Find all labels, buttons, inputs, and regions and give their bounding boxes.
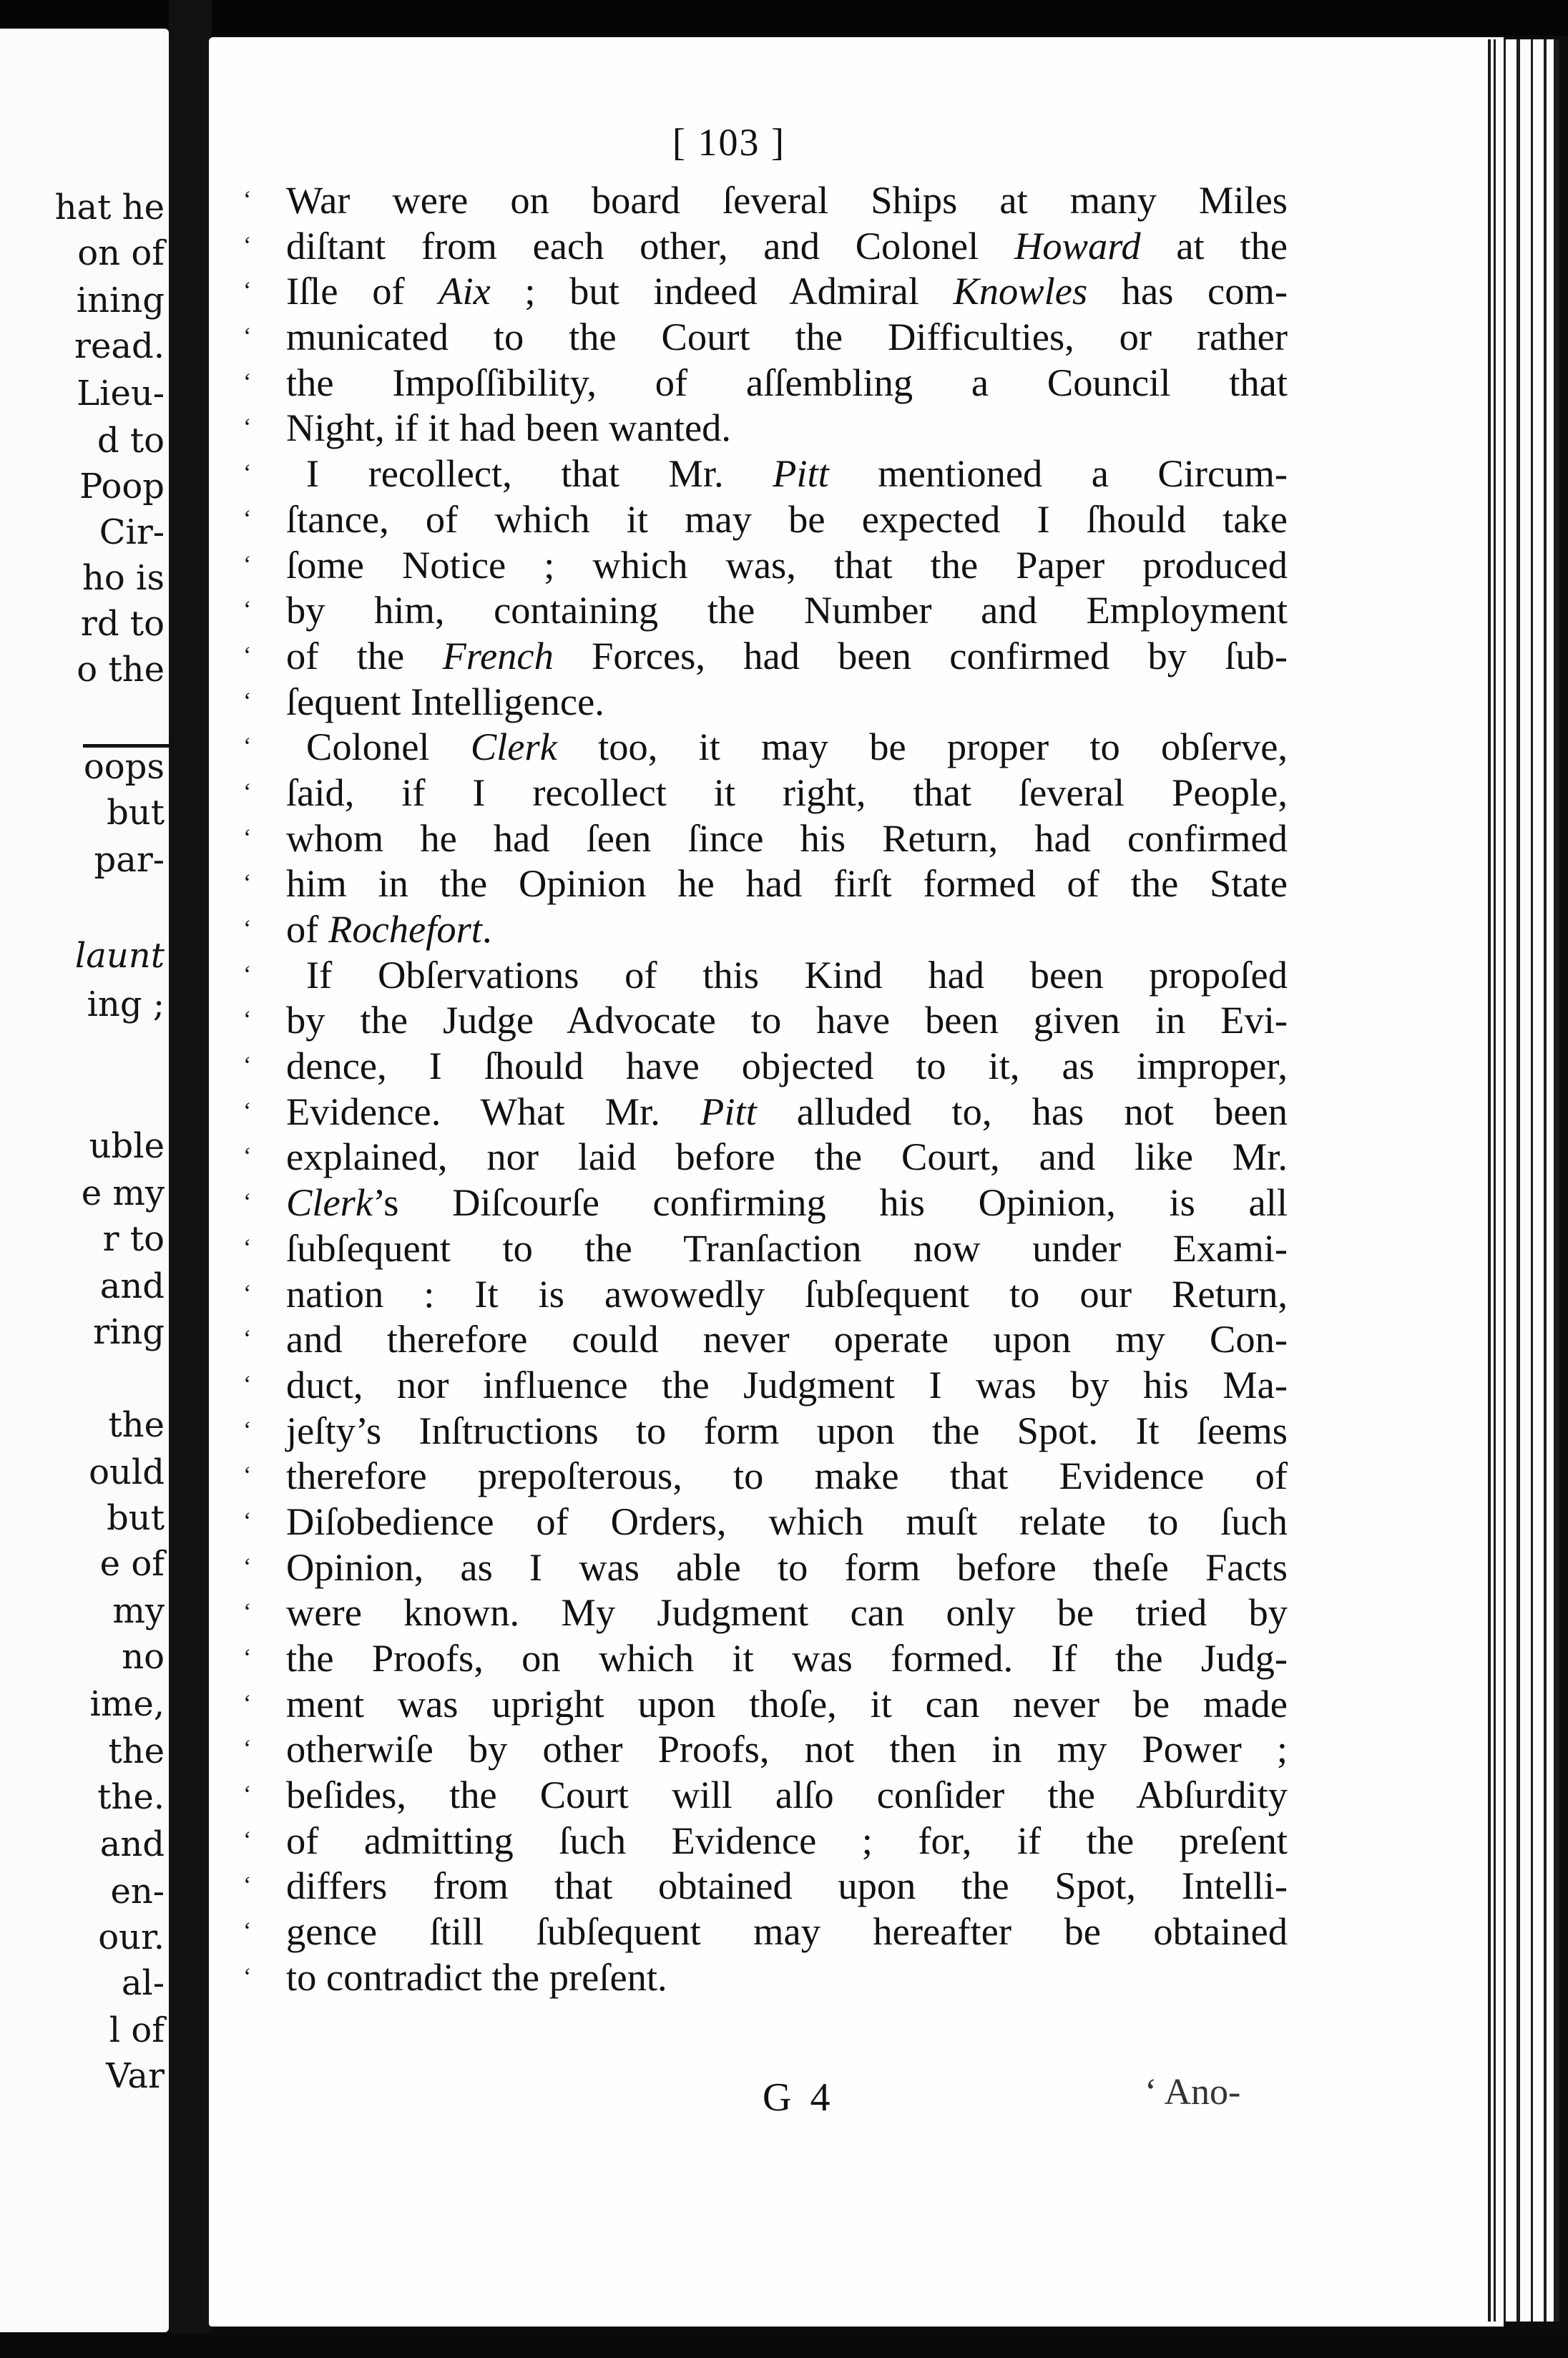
line-text: him in the Opinion he had firſt formed of the State [286, 861, 1288, 906]
left-page-line: ould [89, 1452, 165, 1492]
text-line [243, 1863, 1288, 1909]
line-text: ſome Notice ; which was, that the Paper produced [286, 542, 1288, 587]
line-text: Colonel Clerk too, it may be proper to obſerve, [306, 725, 1288, 769]
page-edges [1488, 39, 1559, 2322]
text-line [243, 1226, 1288, 1271]
left-page-line: read. [74, 326, 165, 366]
text-line [243, 1590, 1288, 1635]
text-line [243, 451, 1288, 496]
quote-mark: ‘ [243, 1599, 252, 1626]
left-page-line: ring [93, 1312, 165, 1352]
quote-mark: ‘ [243, 688, 252, 715]
quote-mark: ‘ [243, 1007, 252, 1034]
left-page-line: Cir- [99, 512, 165, 552]
line-text: the Proofs, on which it was formed. If the Judg- [286, 1636, 1288, 1680]
left-page-line: ime, [89, 1684, 165, 1724]
text-line [243, 1453, 1288, 1499]
line-text: nation : It is awowedly ſubſequent to our Return, [286, 1271, 1288, 1316]
line-text: Clerk’s Diſcourſe confirming his Opinion, is all [286, 1180, 1288, 1225]
left-page-line: oops [83, 747, 165, 787]
line-text: jeſty’s Inſtructions to form upon the Spot. It ſeems [286, 1408, 1288, 1452]
quote-mark: ‘ [243, 597, 252, 624]
line-text: by the Judge Advocate to have been given in Evi- [286, 998, 1288, 1042]
text-line [243, 1545, 1288, 1590]
line-text: ſubſequent to the Tranſaction now under Exami- [286, 1226, 1288, 1270]
left-page-line: on of [77, 233, 165, 273]
left-page-line: par- [94, 840, 165, 880]
line-text: of Rochefort. [286, 907, 492, 951]
quote-mark: ‘ [243, 733, 252, 760]
text-line [243, 177, 1288, 223]
left-page-line: launt [74, 936, 165, 976]
text-line [243, 997, 1288, 1043]
line-text: ment was upright upon thoſe, it can never be made [286, 1681, 1288, 1726]
text-line [243, 1681, 1288, 1727]
text-line [243, 542, 1288, 588]
text-line [243, 1726, 1288, 1772]
line-text: whom he had ſeen ſince his Return, had confirmed [286, 816, 1288, 860]
quote-mark: ‘ [243, 551, 252, 578]
text-line [243, 1955, 1273, 2000]
text-line [243, 1362, 1288, 1408]
quote-mark: ‘ [243, 1736, 252, 1763]
line-text: beſides, the Court will alſo conſider the Abſurdity [286, 1773, 1288, 1817]
quote-mark: ‘ [243, 323, 252, 351]
left-page-line: the [108, 1731, 165, 1771]
line-text: Night, if it had been wanted. [286, 406, 732, 450]
quote-mark: ‘ [243, 368, 252, 396]
text-line [243, 1408, 1288, 1454]
left-page-line: Lieu- [77, 373, 165, 414]
left-page-line: no [122, 1637, 165, 1677]
body-text [243, 177, 1288, 2000]
line-text: and therefore could never operate upon my Con- [286, 1317, 1288, 1361]
text-line [243, 1909, 1288, 1955]
text-line [243, 770, 1288, 816]
line-text: Opinion, as I was able to form before theſe Facts [286, 1545, 1288, 1589]
left-page-line: e my [81, 1173, 165, 1213]
left-page-line: but [107, 793, 165, 833]
left-page-line: and [99, 1266, 165, 1306]
text-line [243, 268, 1288, 314]
quote-mark: ‘ [243, 1052, 252, 1080]
quote-mark: ‘ [243, 414, 252, 441]
text-line [243, 861, 1288, 906]
text-line [243, 816, 1288, 861]
text-line [243, 1635, 1288, 1681]
line-text: ſequent Intelligence. [286, 679, 604, 723]
quote-mark: ‘ [243, 505, 252, 532]
text-line [243, 952, 1288, 998]
left-page-line: al- [121, 1963, 165, 2003]
quote-mark: ‘ [243, 1417, 252, 1444]
quote-mark: ‘ [243, 824, 252, 851]
quote-mark: ‘ [243, 1826, 252, 1854]
line-text: Diſobedience of Orders, which muſt relate to ſuch [286, 1499, 1288, 1543]
text-line [243, 906, 1273, 952]
text-line [243, 223, 1288, 269]
line-text: I recollect, that Mr. Pitt mentioned a Circum- [306, 451, 1288, 496]
quote-mark: ‘ [243, 1918, 252, 1945]
quote-mark: ‘ [243, 187, 252, 213]
text-line [243, 1818, 1288, 1864]
quote-mark: ‘ [243, 916, 252, 942]
text-line [243, 314, 1288, 360]
line-text: War were on board ſeveral Ships at many Miles [286, 178, 1288, 222]
left-page-line: Poop [79, 466, 165, 507]
left-page-line: ho is [82, 558, 165, 598]
quote-mark: ‘ [243, 1143, 252, 1170]
quote-mark: ‘ [243, 1326, 252, 1353]
line-text: of the French Forces, had been confirmed by ſub- [286, 633, 1288, 677]
left-page-line: l of [109, 2010, 165, 2050]
left-page-line: hat he [54, 187, 165, 228]
text-line [243, 1134, 1288, 1180]
text-line [243, 1180, 1288, 1226]
text-line [243, 633, 1288, 679]
quote-mark: ‘ [243, 870, 252, 897]
text-line [243, 1089, 1288, 1135]
bottom-shadow [0, 2334, 1568, 2358]
text-line [243, 360, 1288, 406]
quote-mark: ‘ [243, 1507, 252, 1535]
text-line [243, 679, 1273, 725]
quote-mark: ‘ [243, 1371, 252, 1398]
left-page-line: the. [97, 1777, 165, 1817]
line-text: ſtance, of which it may be expected I ſhould take [286, 496, 1288, 541]
page-number: [ 103 ] [672, 121, 785, 164]
line-text: Evidence. What Mr. Pitt alluded to, has not been [286, 1089, 1288, 1133]
line-text: otherwiſe by other Proofs, not then in my Power ; [286, 1727, 1288, 1771]
line-text: dence, I ſhould have objected to it, as improper, [286, 1044, 1288, 1088]
left-page-line: Var [106, 2056, 165, 2096]
text-line [243, 1316, 1288, 1362]
line-text: the Impoſſibility, of aſſembling a Council that [286, 360, 1288, 404]
line-text: Iſle of Aix ; but indeed Admiral Knowles has com- [286, 269, 1288, 313]
left-page-line: e of [99, 1544, 165, 1584]
left-page-line: my [112, 1591, 165, 1631]
book-gutter [169, 0, 212, 2358]
quote-mark: ‘ [243, 1963, 252, 1990]
left-page-line: ing ; [87, 984, 165, 1024]
quote-mark: ‘ [243, 1189, 252, 1216]
quote-mark: ‘ [243, 1781, 252, 1809]
quote-mark: ‘ [243, 1097, 252, 1125]
quote-mark: ‘ [243, 1234, 252, 1261]
line-text: municated to the Court the Difficulties, or rather [286, 315, 1288, 359]
line-text: to contradict the preſent. [286, 1955, 667, 1999]
line-text: ſaid, if I recollect it right, that ſeveral People, [286, 770, 1288, 814]
quote-mark: ‘ [243, 232, 252, 259]
line-text: therefore prepoſterous, to make that Evidence of [286, 1454, 1288, 1498]
left-page-line: uble [89, 1126, 165, 1166]
quote-mark: ‘ [243, 278, 252, 305]
quote-mark: ‘ [243, 1645, 252, 1671]
quote-mark: ‘ [243, 1553, 252, 1580]
line-text: by him, containing the Number and Employment [286, 588, 1288, 632]
text-line [243, 1772, 1288, 1818]
quote-mark: ‘ [243, 1690, 252, 1717]
quote-mark: ‘ [243, 1872, 252, 1899]
text-line [243, 405, 1273, 451]
line-text: gence ſtill ſubſequent may hereafter be obtained [286, 1909, 1288, 1954]
line-text: were known. My Judgment can only be tried by [286, 1590, 1288, 1635]
text-line [243, 496, 1288, 542]
text-line [243, 1499, 1288, 1545]
left-page-line: r to [102, 1219, 165, 1259]
line-text: If Obſervations of this Kind had been propoſed [306, 952, 1288, 997]
top-shadow [0, 0, 1568, 36]
left-page-line: but [107, 1498, 165, 1538]
text-line [243, 1271, 1288, 1317]
left-page-line: and [99, 1824, 165, 1864]
text-line [243, 587, 1288, 633]
line-text: explained, nor laid before the Court, and like Mr. [286, 1135, 1288, 1179]
quote-mark: ‘ [243, 642, 252, 669]
quote-mark: ‘ [243, 460, 252, 487]
left-page-line: our. [98, 1917, 165, 1957]
quote-mark: ‘ [243, 778, 252, 806]
line-text: of admitting ſuch Evidence ; for, if the preſent [286, 1818, 1288, 1862]
line-text: duct, nor influence the Judgment I was by his Ma- [286, 1362, 1288, 1407]
quote-mark: ‘ [243, 961, 252, 988]
line-text: diſtant from each other, and Colonel Howard at the [286, 223, 1288, 268]
left-page-line: the [108, 1405, 165, 1445]
quote-mark: ‘ [243, 1280, 252, 1307]
quote-mark: ‘ [243, 1462, 252, 1489]
left-page-line: en- [110, 1872, 165, 1912]
left-page-line: ining [76, 280, 165, 321]
text-line [243, 1043, 1288, 1089]
left-facing-page [0, 29, 169, 2332]
line-text: differs from that obtained upon the Spot, Intelli- [286, 1864, 1288, 1908]
left-page-line: o the [77, 650, 165, 690]
left-page-line: rd to [80, 604, 165, 644]
catchword: ‘ Ano- [1145, 2072, 1241, 2113]
left-page-line: d to [97, 421, 165, 461]
signature-mark: G 4 [763, 2075, 835, 2120]
text-line [243, 724, 1288, 770]
